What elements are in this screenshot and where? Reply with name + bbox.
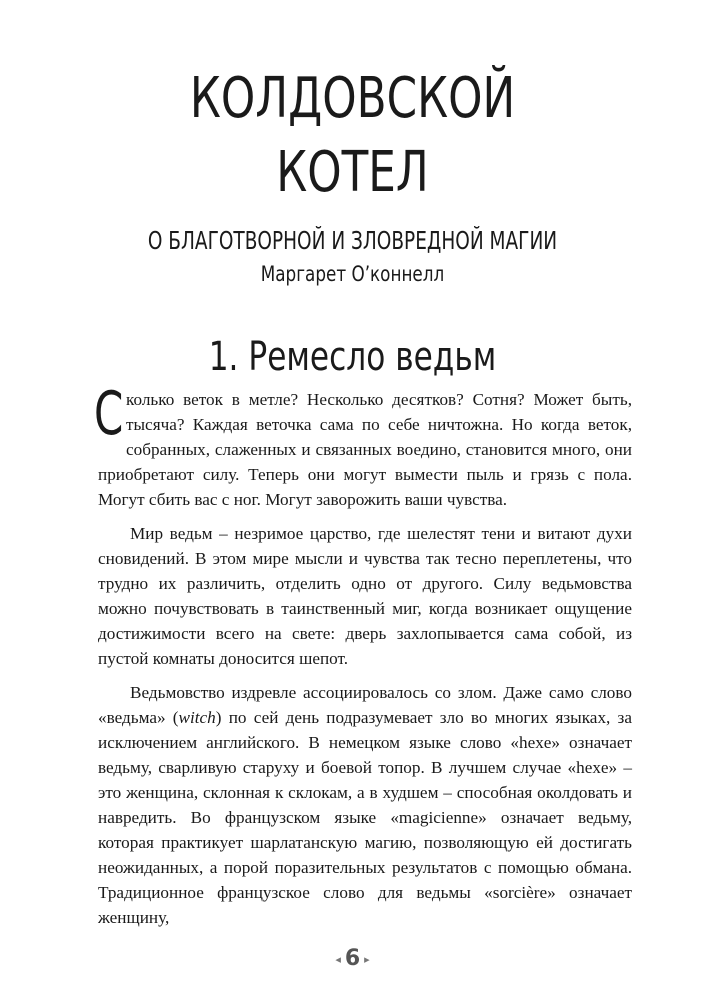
drop-cap: С: [94, 379, 124, 449]
book-title-line-2: КОТЕЛ: [276, 140, 429, 205]
right-arrow-icon: ▸: [364, 952, 370, 966]
body-text: [94, 379, 632, 939]
paragraph-1: [94, 379, 632, 512]
page-number-value: 6: [344, 946, 361, 971]
book-author: Маргарет О’коннелл: [260, 262, 445, 286]
book-subtitle: О БЛАГОТВОРНОЙ И ЗЛОВРЕДНОЙ МАГИИ: [147, 226, 558, 255]
paragraph-3-italic: witch: [178, 708, 216, 727]
chapter-title: 1. Ремесло ведьм: [208, 334, 497, 380]
paragraph-2: [98, 521, 632, 671]
paragraph-2-text: Мир ведьм – незримое царство, где шелестят тени и витают духи сновидений. В этом мире мысли и чувства так тесно переплетены, что трудно их различить, отделить одно от другого. Силу ведьмовства можно почувствовать в таинственный миг, когда возникает ощущение достижимости всего на свете: дверь захлопывается сама собой, из пустой комнаты доносится шепот.: [98, 524, 632, 668]
paragraph-1-text: колько веток в метле? Несколько десятков? Сотня? Может быть, тысяча? Каждая веточка сама по себе ничтожна. Но когда веток, собранных, слаженных и связанных воедино, становится много, они приобретают силу. Теперь они могут вымести пыль и грязь с пола. Могут сбить вас с ног. Могут заворожить ваши чувства.: [98, 390, 632, 509]
page-number: [0, 946, 705, 971]
paragraph-3: [98, 680, 632, 930]
book-title-line-1: КОЛДОВСКОЙ: [189, 66, 516, 131]
paragraph-3-text-a: Ведьмовство издревле ассоциировалось со злом. Даже само слово «ведьма» (: [98, 683, 632, 727]
left-arrow-icon: ◂: [335, 952, 341, 966]
paragraph-3-text-b: ) по сей день подразумевает зло во многих языках, за исключением английского. В немецком языке слово «hexe» означает ведьму, сварливую старуху и боевой топор. В лучшем случае «hexe» – это женщина, склонная к склокам, а в худшем – способная околдовать и навредить. Во французском языке «magicienne» означает ведьму, которая практикует шарлатанскую магию, позволяющую ей достигать неожиданных, а порой поразительных результатов с помощью обмана. Традиционное французское слово для ведьмы «sorcière» означает женщину,: [98, 708, 632, 927]
